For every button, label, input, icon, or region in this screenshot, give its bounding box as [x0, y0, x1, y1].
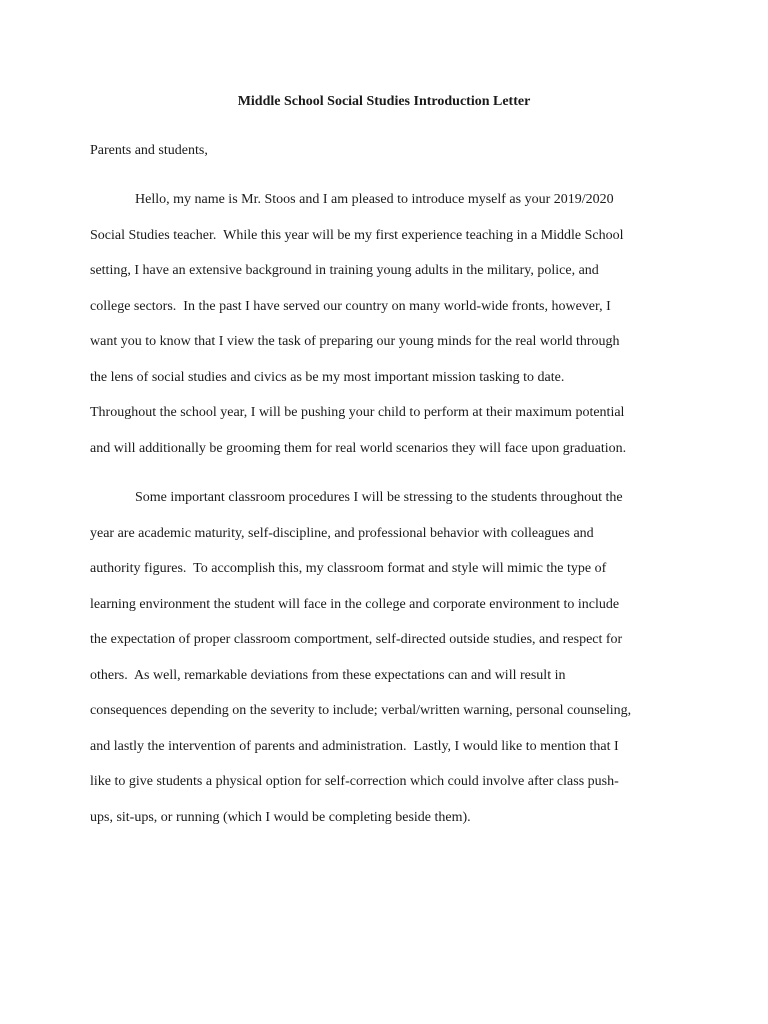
paragraph-line: like to give students a physical option for self-correction which could involve after class push-: [90, 774, 619, 789]
paragraph-line: and will additionally be grooming them for real world scenarios they will face upon graduation.: [90, 441, 627, 456]
paragraph-line: college sectors. In the past I have served our country on many world-wide fronts, however, I: [90, 299, 611, 314]
paragraph-line: Social Studies teacher. While this year will be my first experience teaching in a Middle School: [90, 228, 624, 243]
salutation: Parents and students,: [90, 143, 208, 158]
paragraph-line: consequences depending on the severity to include; verbal/written warning, personal counseling,: [90, 703, 632, 718]
paragraph-line: ups, sit-ups, or running (which I would be completing beside them).: [90, 810, 471, 825]
paragraph-line: learning environment the student will face in the college and corporate environment to include: [90, 597, 620, 612]
paragraph-line: others. As well, remarkable deviations from these expectations can and will result in: [90, 668, 566, 683]
paragraph-line: setting, I have an extensive background in training young adults in the military, police, and: [90, 263, 599, 278]
paragraph-line: Some important classroom procedures I will be stressing to the students throughout the: [135, 490, 623, 505]
paragraph-line: want you to know that I view the task of preparing our young minds for the real world through: [90, 334, 620, 349]
paragraph-line: Hello, my name is Mr. Stoos and I am pleased to introduce myself as your 2019/2020: [135, 192, 614, 207]
paragraph-line: Throughout the school year, I will be pushing your child to perform at their maximum potential: [90, 405, 625, 420]
paragraph-line: and lastly the intervention of parents and administration. Lastly, I would like to mention that I: [90, 739, 619, 754]
letter-title: Middle School Social Studies Introduction Letter: [237, 94, 531, 109]
paragraph-line: the lens of social studies and civics as be my most important mission tasking to date.: [90, 370, 565, 385]
paragraph-line: the expectation of proper classroom comportment, self-directed outside studies, and respect for: [90, 632, 623, 647]
paragraph-line: year are academic maturity, self-discipline, and professional behavior with colleagues and: [90, 526, 594, 541]
paragraph-line: authority figures. To accomplish this, my classroom format and style will mimic the type of: [90, 561, 607, 576]
